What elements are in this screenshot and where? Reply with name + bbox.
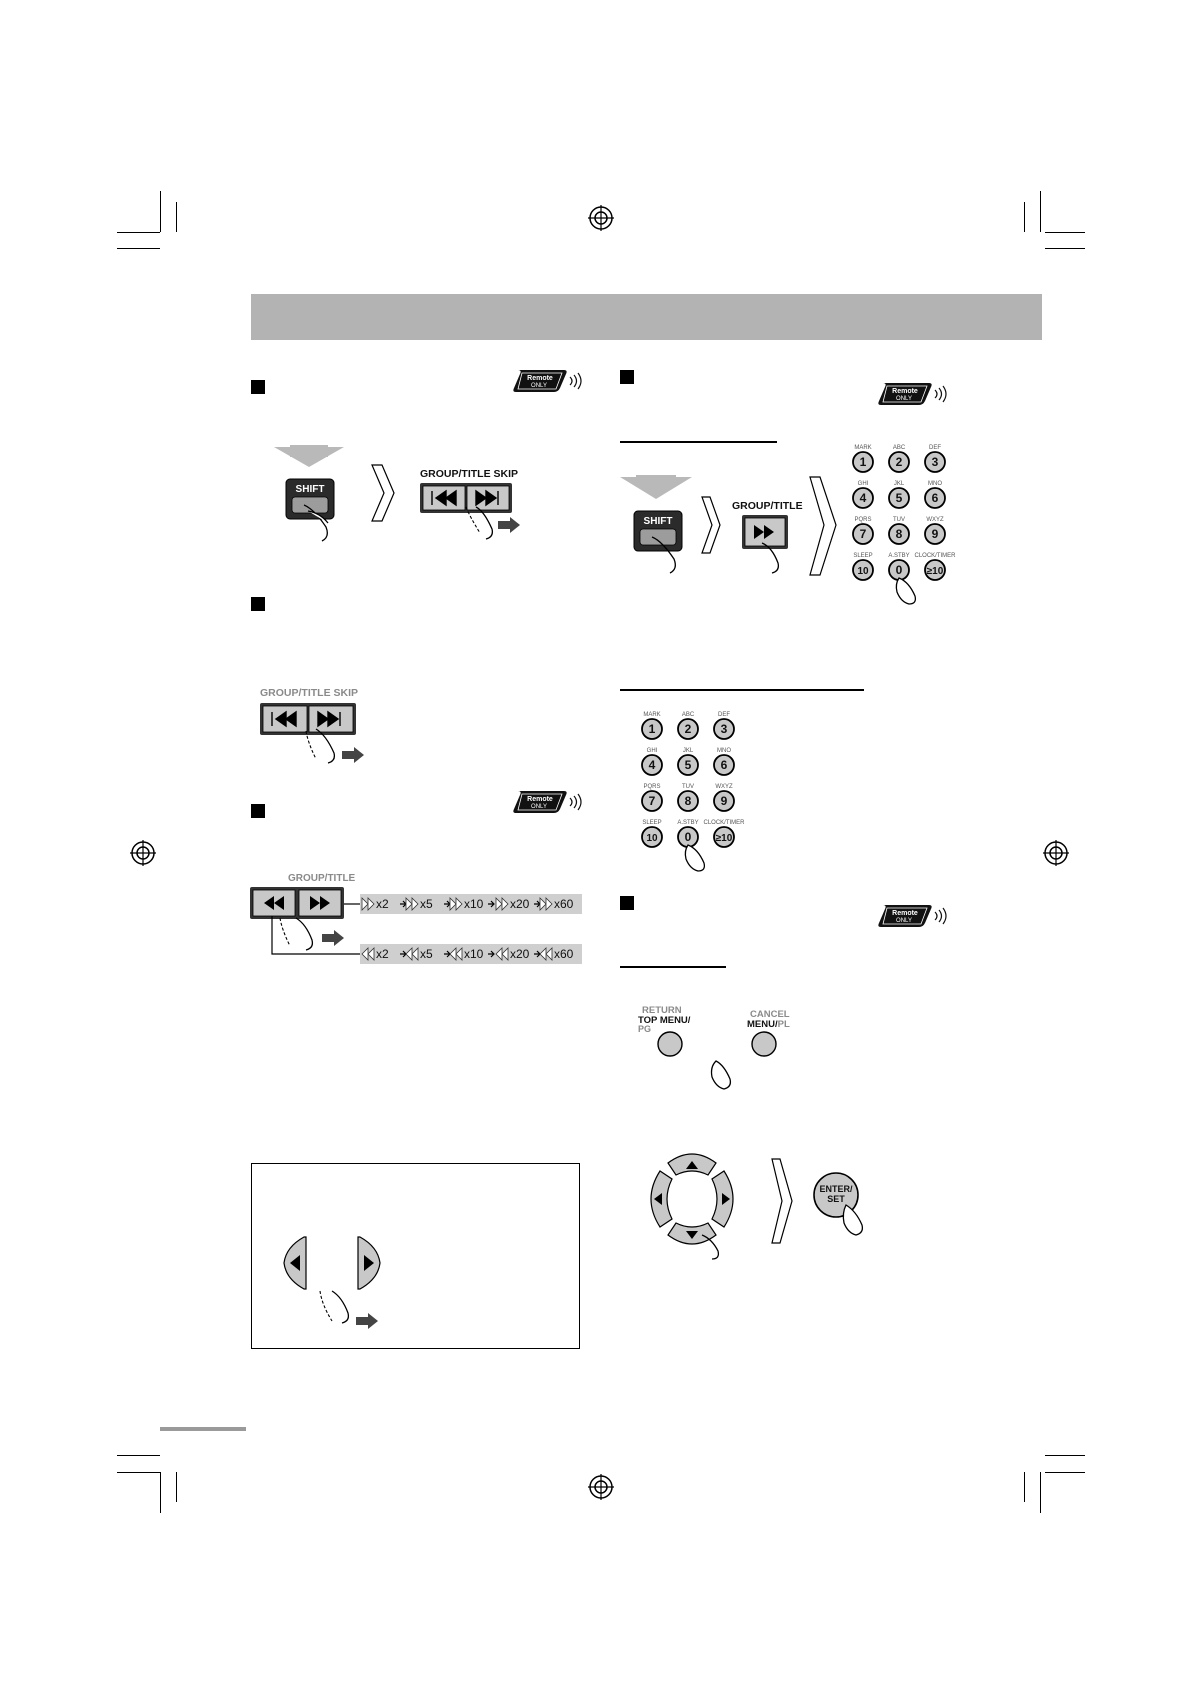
group-title-skip-illustration xyxy=(258,685,398,775)
svg-text:SET: SET xyxy=(827,1194,845,1204)
speed-value: x5 xyxy=(420,897,433,911)
key-number: 5 xyxy=(684,758,692,772)
key-sublabel: MARK xyxy=(643,712,661,718)
key-sublabel: MNO xyxy=(928,481,942,487)
svg-text:ENTER/: ENTER/ xyxy=(819,1184,853,1194)
key-number: 9 xyxy=(931,527,939,541)
registration-mark-bottom xyxy=(588,1474,614,1500)
speed-value: x5 xyxy=(420,947,433,961)
key-sublabel: DEF xyxy=(718,712,730,718)
next-step-arrow-icon xyxy=(810,477,836,575)
next-step-arrow-icon xyxy=(702,497,720,553)
svg-text:MENU/PL: MENU/PL xyxy=(747,1019,790,1030)
speed-value: x2 xyxy=(376,947,389,961)
menu-button xyxy=(752,1032,776,1056)
finger-icon xyxy=(685,845,704,871)
menu-buttons-illustration xyxy=(636,1003,806,1093)
key-sublabel: GHI xyxy=(646,748,658,754)
key-number: 9 xyxy=(720,794,728,808)
key-number: 6 xyxy=(720,758,728,772)
group-title-label: GROUP/TITLE xyxy=(732,500,803,512)
key-sublabel: GHI xyxy=(857,481,869,487)
shift-group-title-illustration xyxy=(620,475,840,580)
key-number: 5 xyxy=(895,491,903,505)
group-title-skip-label: GROUP/TITLE SKIP xyxy=(260,687,359,699)
section-bullet xyxy=(251,597,265,611)
key-number: 3 xyxy=(931,455,939,469)
key-sublabel: MARK xyxy=(854,445,872,451)
section-bullet xyxy=(251,380,265,394)
key-number: 8 xyxy=(895,527,903,541)
speed-value: x60 xyxy=(554,897,574,911)
section-bullet xyxy=(620,370,634,384)
shift-then-skip-illustration xyxy=(270,445,540,545)
key-number: 1 xyxy=(648,722,656,736)
slide-arrow-icon xyxy=(342,747,364,763)
speed-value: x20 xyxy=(510,947,530,961)
key-sublabel: MNO xyxy=(717,748,731,754)
svg-text:ONLY: ONLY xyxy=(896,396,912,402)
key-sublabel: TUV xyxy=(893,517,905,523)
search-speed-illustration xyxy=(250,870,582,970)
shift-label: SHIFT xyxy=(295,484,325,495)
key-number: 3 xyxy=(720,722,728,736)
key-sublabel: A.STBY xyxy=(677,820,699,826)
key-number: 0 xyxy=(684,830,692,844)
speed-value: x2 xyxy=(376,897,389,911)
registration-mark-left xyxy=(130,840,156,866)
group-title-skip-label: GROUP/TITLE SKIP xyxy=(420,468,519,480)
key-sublabel: ABC xyxy=(892,445,906,451)
finger-icon xyxy=(896,578,915,604)
page-number-bar xyxy=(160,1427,246,1431)
key-sublabel: JKL xyxy=(893,481,905,487)
key-sublabel: SLEEP xyxy=(853,553,873,559)
group-title-label: GROUP/TITLE xyxy=(288,873,356,884)
key-number: 0 xyxy=(895,563,903,577)
top-menu-button xyxy=(658,1032,682,1056)
key-sublabel: CLOCK/TIMER xyxy=(914,553,956,559)
remote-only-badge xyxy=(512,368,582,394)
sub-heading-underline xyxy=(620,441,777,443)
key-sublabel: DEF xyxy=(929,445,941,451)
sub-heading-underline xyxy=(620,966,726,968)
svg-text:CANCEL: CANCEL xyxy=(750,1009,790,1020)
svg-text:ONLY: ONLY xyxy=(531,804,547,810)
speed-value: x10 xyxy=(464,897,484,911)
svg-text:TOP MENU/: TOP MENU/ xyxy=(638,1015,691,1026)
key-sublabel: SLEEP xyxy=(642,820,662,826)
remote-only-badge xyxy=(877,903,947,929)
key-number: ≥10 xyxy=(715,833,733,844)
speed-value: x20 xyxy=(510,897,530,911)
slide-arrow-icon xyxy=(322,930,344,946)
dpad-enter-illustration xyxy=(640,1145,890,1260)
next-step-arrow-icon xyxy=(772,1159,792,1243)
section-bullet xyxy=(251,804,265,818)
key-sublabel: PQRS xyxy=(854,517,872,523)
slide-arrow-icon xyxy=(498,517,520,533)
section-bullet xyxy=(620,896,634,910)
svg-text:PG: PG xyxy=(638,1024,652,1034)
left-right-cursor-illustration xyxy=(280,1235,420,1335)
number-keypad-2 xyxy=(634,707,744,872)
svg-text:RETURN: RETURN xyxy=(642,1005,682,1016)
speed-value: x60 xyxy=(554,947,574,961)
key-number: 4 xyxy=(648,758,656,772)
svg-text:ONLY: ONLY xyxy=(531,383,547,389)
key-number: 8 xyxy=(684,794,692,808)
key-sublabel: ABC xyxy=(681,712,695,718)
svg-text:Remote: Remote xyxy=(892,910,918,917)
key-number: 2 xyxy=(684,722,692,736)
svg-text:Remote: Remote xyxy=(527,796,553,803)
key-sublabel: WXYZ xyxy=(715,784,733,790)
shift-label: SHIFT xyxy=(643,516,673,527)
svg-text:ONLY: ONLY xyxy=(896,918,912,924)
next-step-arrow-icon xyxy=(372,465,394,521)
key-number: 7 xyxy=(648,794,656,808)
key-sublabel: JKL xyxy=(682,748,694,754)
speed-value: x10 xyxy=(464,947,484,961)
registration-mark-right xyxy=(1043,840,1069,866)
key-number: 4 xyxy=(859,491,867,505)
key-number: 6 xyxy=(931,491,939,505)
key-sublabel: A.STBY xyxy=(888,553,910,559)
key-number: 10 xyxy=(646,833,658,844)
remote-only-badge xyxy=(512,789,582,815)
remote-only-badge xyxy=(877,381,947,407)
section-header-band xyxy=(251,294,1042,340)
key-sublabel: PQRS xyxy=(643,784,661,790)
key-sublabel: CLOCK/TIMER xyxy=(703,820,745,826)
number-keypad-1 xyxy=(845,440,955,605)
svg-text:Remote: Remote xyxy=(892,388,918,395)
slide-arrow-icon xyxy=(356,1313,378,1329)
key-number: ≥10 xyxy=(926,566,944,577)
svg-text:Remote: Remote xyxy=(527,375,553,382)
key-number: 10 xyxy=(857,566,869,577)
sub-heading-underline xyxy=(620,689,864,691)
key-number: 2 xyxy=(895,455,903,469)
key-sublabel: WXYZ xyxy=(926,517,944,523)
key-sublabel: TUV xyxy=(682,784,694,790)
key-number: 1 xyxy=(859,455,867,469)
registration-mark-top xyxy=(588,205,614,231)
key-number: 7 xyxy=(859,527,867,541)
